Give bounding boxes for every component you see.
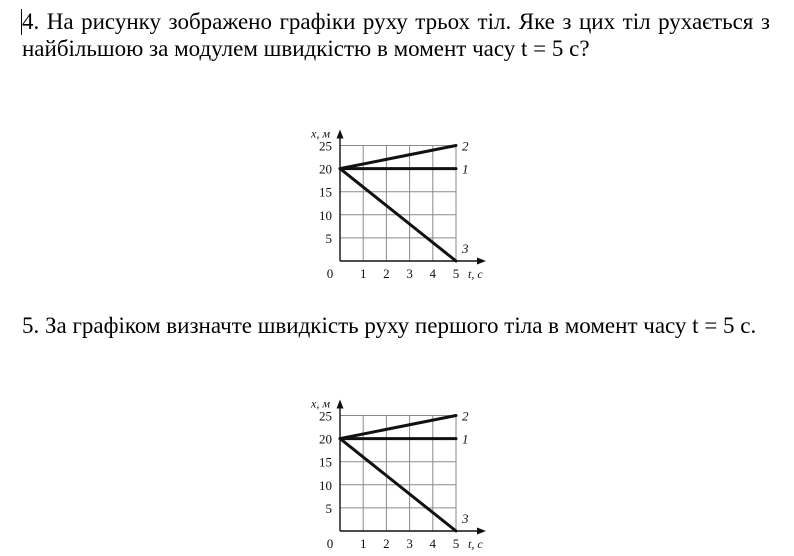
x-axis-label: t, с bbox=[468, 537, 483, 550]
y-tick-label: 5 bbox=[325, 500, 332, 516]
x-tick-label: 0 bbox=[326, 266, 334, 280]
question-5-text: 5. За графіком визначте швидкість руху першого тіла в момент часу t = 5 с. bbox=[22, 313, 757, 338]
y-tick-label: 10 bbox=[319, 477, 332, 493]
y-tick-label: 10 bbox=[319, 207, 332, 223]
series-label-1: 1 bbox=[462, 431, 469, 447]
question-4-text: 4. На рисунку зображено графіки руху трьох тіл. Яке з цих тіл рухається з найбільшою за модулем швидкістю в момент часу t = 5 с? bbox=[22, 9, 770, 61]
x-tick-label: 3 bbox=[406, 266, 413, 280]
series-line-2 bbox=[340, 146, 456, 169]
series-label-3: 3 bbox=[462, 511, 469, 526]
y-tick-label: 15 bbox=[319, 454, 332, 470]
x-axis-label: t, с bbox=[468, 267, 483, 280]
x-tick-label: 4 bbox=[429, 536, 437, 550]
y-tick-label: 25 bbox=[319, 138, 332, 154]
x-tick-label: 3 bbox=[406, 536, 413, 550]
y-tick-label: 25 bbox=[319, 408, 332, 424]
x-tick-label: 2 bbox=[383, 536, 390, 550]
y-axis-label: x, м bbox=[311, 126, 330, 141]
series-label-2: 2 bbox=[462, 408, 469, 424]
x-axis-arrow bbox=[477, 528, 486, 535]
y-tick-label: 20 bbox=[319, 431, 332, 447]
x-tick-label: 2 bbox=[383, 266, 390, 280]
y-axis-label: x, м bbox=[311, 396, 330, 411]
x-tick-label: 5 bbox=[452, 266, 460, 280]
series-label-2: 2 bbox=[462, 138, 469, 154]
x-tick-label: 4 bbox=[429, 266, 437, 280]
x-tick-label: 5 bbox=[452, 536, 460, 550]
y-axis-arrow bbox=[337, 400, 344, 409]
series-line-2 bbox=[340, 416, 456, 439]
series-label-3: 3 bbox=[462, 241, 469, 256]
y-tick-label: 5 bbox=[325, 230, 332, 246]
y-tick-label: 15 bbox=[319, 184, 332, 200]
x-tick-label: 1 bbox=[359, 266, 367, 280]
motion-graph-2 bbox=[298, 388, 488, 550]
x-tick-label: 0 bbox=[326, 536, 334, 550]
y-tick-label: 20 bbox=[319, 161, 332, 177]
x-tick-label: 1 bbox=[359, 536, 367, 550]
y-axis-arrow bbox=[337, 130, 344, 139]
motion-graph-1 bbox=[298, 118, 488, 280]
series-label-1: 1 bbox=[462, 161, 469, 177]
x-axis-arrow bbox=[477, 258, 486, 265]
